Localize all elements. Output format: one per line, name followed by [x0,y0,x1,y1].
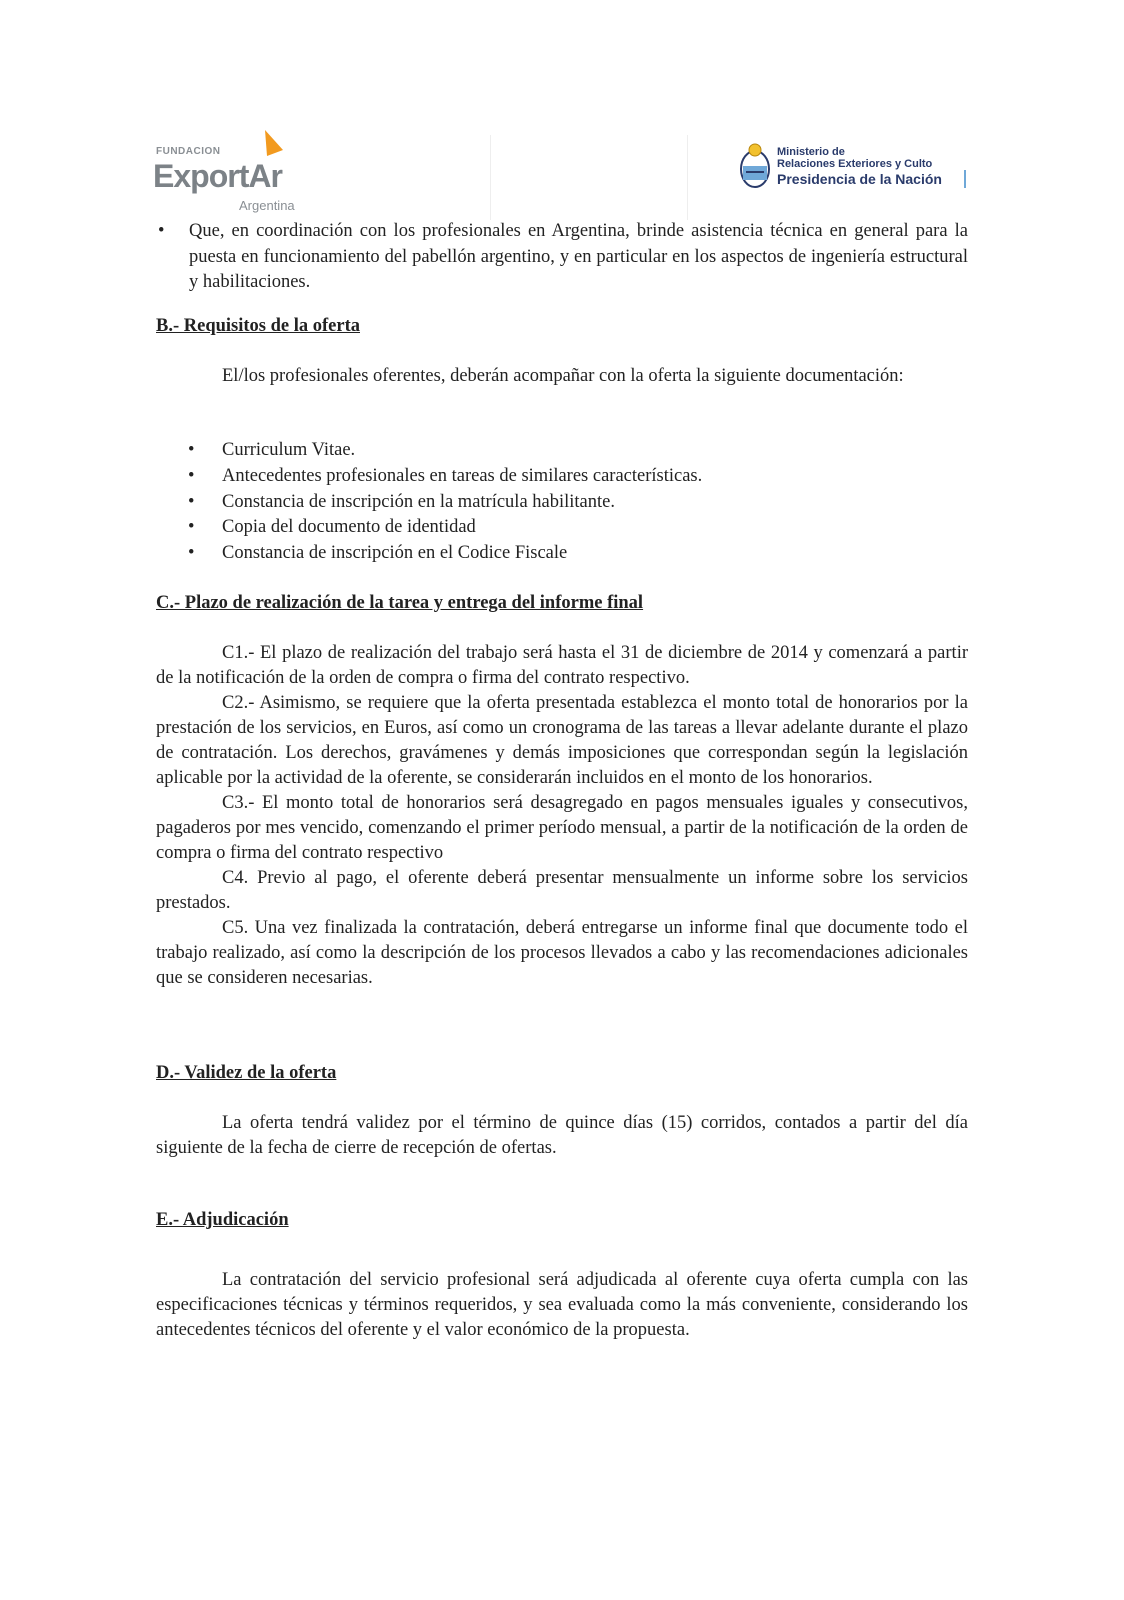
coat-of-arms-icon [738,142,772,194]
paragraph-d: La oferta tendrá validez por el término de quince días (15) corridos, contados a partir del día siguiente de la fecha de cierre de recepción de ofertas. [156,1113,968,1158]
logo-flag-icon [263,130,285,170]
paragraph-c2: C2.- Asimismo, se requiere que la oferta presentada establezca el monto total de honorarios por la prestación de los servicios, en Euros, así como un cronograma de las tareas a llevar adelante durante el plazo de contratación. Los derechos, gravámenes y demás imposiciones que correspondan según la legislación aplicable por la actividad de la oferente, se considerarán incluidos en el monto de los honorarios. [156,693,968,788]
bullet-icon: • [188,440,195,460]
list-item [188,515,968,541]
paragraph-c4: C4. Previo al pago, el oferente deberá presentar mensualmente un informe sobre los servicios prestados. [156,868,968,913]
logo-fundacion-text: FUNDACION [156,146,221,157]
list-item [188,464,968,490]
header-divider [687,135,688,220]
list-item-text: Antecedentes profesionales en tareas de similares características. [222,465,703,486]
section-b-heading: B.- Requisitos de la oferta [156,316,360,336]
paragraph-e: La contratación del servicio profesional será adjudicada al oferente cuya oferta cumpla con las especificaciones técnicas y términos requeridos, y sea evaluada como la más conveniente, considerando los antecedentes técnicos del oferente y el valor económico de la propuesta. [156,1270,968,1340]
list-item [188,438,968,464]
paragraph-c5: C5. Una vez finalizada la contratación, deberá entregarse un informe final que documente todo el trabajo realizado, así como la descripción de los procesos llevados a cabo y las recomendaciones adicionales que se consideren necesarias. [156,918,968,988]
list-item [188,490,968,516]
ministry-line-2: Relaciones Exteriores y Culto [777,158,933,170]
intro-bullet-text: Que, en coordinación con los profesionales en Argentina, brinde asistencia técnica en general para la puesta en funcionamiento del pabellón argentino, y en particular en los aspectos de ingeniería estructural y habilitaciones. [189,221,968,292]
bullet-icon: • [188,491,195,512]
list-item-text: Copia del documento de identidad [222,517,476,538]
intro-bullet [156,219,968,296]
section-e-body [156,1268,968,1343]
section-d-body [156,1111,968,1161]
bullet-icon: • [188,543,195,564]
paragraph-c3: C3.- El monto total de honorarios será desagregado en pagos mensuales iguales y consecutivos, pagaderos por mes vencido, comenzando el primer período mensual, a partir de la notificación de la orden de compra o firma del contrato respectivo [156,793,968,863]
bullet-icon: • [158,221,165,241]
header-divider [490,135,491,220]
list-item [156,219,968,296]
ministerio-logo [738,140,968,200]
logo-brand-text: ExportAr [153,158,282,194]
section-b-intro: El/los profesionales oferentes, deberán acompañar con la oferta la siguiente documentación: [222,366,904,386]
section-c-heading: C.- Plazo de realización de la tarea y entrega del informe final [156,593,644,613]
list-item-text: Constancia de inscripción en la matrícula habilitante. [222,491,615,512]
ministry-accent-bar [964,170,966,188]
ministry-line-3: Presidencia de la Nación [777,171,942,187]
list-item-text: Curriculum Vitae. [222,440,356,460]
bullet-icon: • [188,465,195,486]
exportar-logo [153,130,313,220]
section-c-body [156,641,968,991]
paragraph-c1: C1.- El plazo de realización del trabajo será hasta el 31 de diciembre de 2014 y comenzará a partir de la notificación de la orden de compra o firma del contrato respectivo. [156,643,968,688]
list-item-text: Constancia de inscripción en el Codice Fiscale [222,543,568,564]
logo-country-text: Argentina [239,198,295,213]
section-d-heading: D.- Validez de la oferta [156,1063,337,1083]
list-item [188,541,968,567]
section-e-heading: E.- Adjudicación [156,1210,289,1230]
ministry-line-1: Ministerio de [777,146,845,158]
section-b-list [188,438,968,567]
bullet-icon: • [188,517,195,538]
